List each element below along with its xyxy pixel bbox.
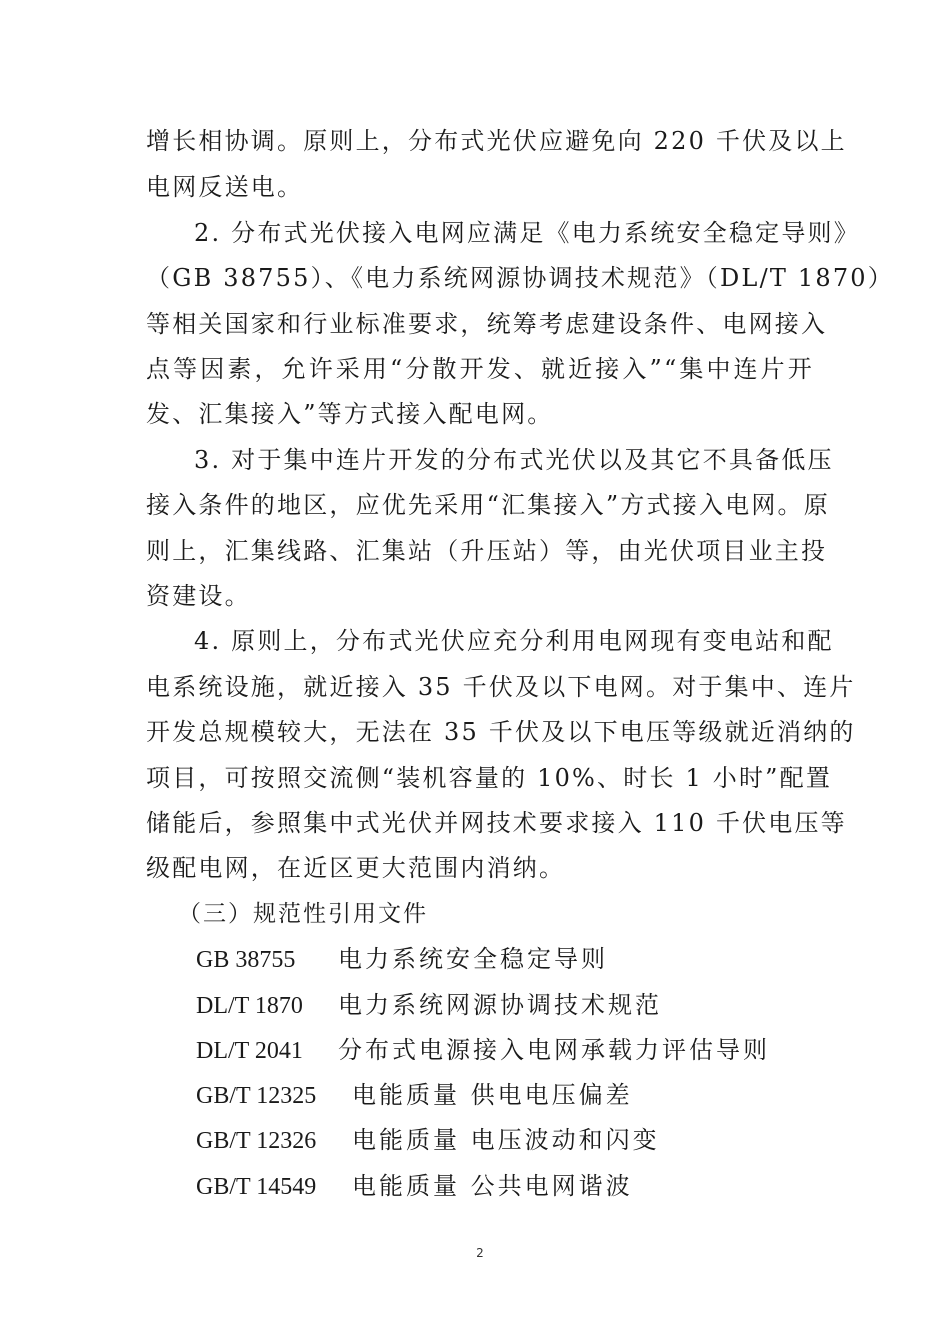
list-item-4-line: 4. 原则上，分布式光伏应充分利用电网现有变电站和配 bbox=[194, 627, 834, 655]
list-item-3-line: 3. 对于集中连片开发的分布式光伏以及其它不具备低压 bbox=[194, 446, 834, 474]
reference-row bbox=[196, 990, 662, 1021]
reference-title: 电能质量 公共电网谐波 bbox=[352, 1172, 633, 1200]
reference-row bbox=[196, 1171, 633, 1202]
list-item-4-line: 项目，可按照交流侧“装机容量的 10%、时长 1 小时”配置 bbox=[146, 764, 833, 792]
reference-code: DL/T 2041 bbox=[196, 1038, 303, 1064]
list-item-2-line: 点等因素，允许采用“分散开发、就近接入”“集中连片开 bbox=[146, 355, 814, 383]
list-item-3-line: 资建设。 bbox=[146, 582, 251, 610]
reference-code: GB 38755 bbox=[196, 947, 296, 973]
reference-title: 电能质量 电压波动和闪变 bbox=[352, 1126, 660, 1154]
section-heading: （三）规范性引用文件 bbox=[178, 901, 428, 927]
list-item-4-line: 开发总规模较大，无法在 35 千伏及以下电压等级就近消纳的 bbox=[146, 718, 856, 746]
body-text-line: 增长相协调。原则上，分布式光伏应避免向 220 千伏及以上 bbox=[146, 127, 847, 155]
list-item-2-line: 2. 分布式光伏接入电网应满足《电力系统安全稳定导则》 bbox=[194, 219, 860, 247]
reference-code: GB/T 12326 bbox=[196, 1128, 317, 1154]
list-item-4-line: 级配电网，在近区更大范围内消纳。 bbox=[146, 854, 566, 882]
reference-row bbox=[196, 1125, 660, 1156]
page-number: 2 bbox=[476, 1246, 484, 1260]
list-item-2-line: 等相关国家和行业标准要求，统筹考虑建设条件、电网接入 bbox=[146, 310, 828, 338]
list-item-3-line: 则上，汇集线路、汇集站（升压站）等，由光伏项目业主投 bbox=[146, 537, 828, 565]
list-item-2-line: 发、汇集接入”等方式接入配电网。 bbox=[146, 400, 554, 428]
reference-row bbox=[196, 1035, 770, 1066]
reference-code: DL/T 1870 bbox=[196, 993, 303, 1019]
list-item-3-line: 接入条件的地区，应优先采用“汇集接入”方式接入电网。原 bbox=[146, 491, 830, 519]
reference-title: 电力系统安全稳定导则 bbox=[338, 945, 608, 973]
reference-title: 电力系统网源协调技术规范 bbox=[338, 991, 662, 1019]
list-item-4-line: 储能后，参照集中式光伏并网技术要求接入 110 千伏电压等 bbox=[146, 809, 847, 837]
body-text-line: 电网反送电。 bbox=[146, 173, 304, 201]
reference-code: GB/T 14549 bbox=[196, 1174, 317, 1200]
reference-title: 电能质量 供电电压偏差 bbox=[352, 1081, 633, 1109]
reference-title: 分布式电源接入电网承载力评估导则 bbox=[338, 1036, 770, 1064]
reference-row bbox=[196, 1080, 633, 1111]
reference-row bbox=[196, 944, 608, 975]
list-item-2-line: （GB 38755）、《电力系统网源协调技术规范》（DL/T 1870） bbox=[146, 264, 894, 292]
list-item-4-line: 电系统设施，就近接入 35 千伏及以下电网。对于集中、连片 bbox=[146, 673, 856, 701]
reference-code: GB/T 12325 bbox=[196, 1083, 317, 1109]
